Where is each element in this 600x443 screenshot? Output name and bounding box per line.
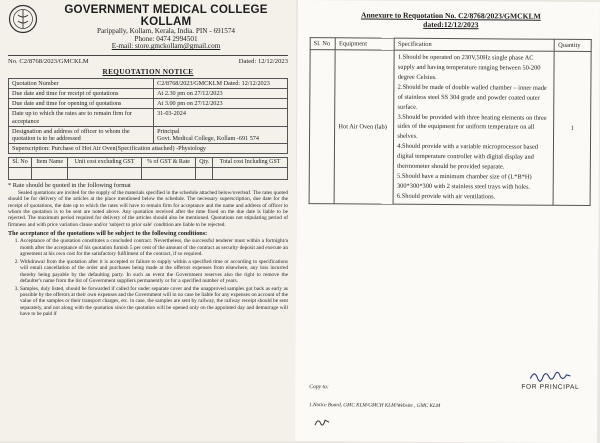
superscription: Superscription: Purchase of Hot Air Oven(Specification attached) -Physiology <box>9 144 288 154</box>
table-row <box>9 109 288 126</box>
info-value: Principal Govt. Medical College, Kollam -691 574 <box>154 126 288 143</box>
info-key: Quotation Number <box>9 79 154 89</box>
table-row <box>309 50 591 206</box>
column-header: Qty. <box>196 158 213 168</box>
table-row <box>9 79 288 89</box>
equipment-cell: Hot Air Oven (lab) <box>334 50 394 204</box>
specification-item: 5.Should have a minimum chamber size of (L*B*H) 300*300*300 with 2 stainless steel trays with holes. <box>396 172 532 191</box>
column-header: Sl. No <box>310 38 335 50</box>
rate-note: * Rate should be quoted in the following format <box>8 181 131 189</box>
specification-item: 3.Should be provided with three heating elements on three sides of the equipment for uniform temperature on all shelves. <box>397 113 547 141</box>
column-header: Specification <box>394 38 554 51</box>
column-header: % of GST & Rate <box>141 158 195 168</box>
info-value: 31-03-2024 <box>154 109 288 126</box>
column-header: Equipment <box>335 38 394 50</box>
specification-item: 6.Should provide with air ventilations. <box>396 192 496 201</box>
info-value: At 3.00 pm on 27/12/2023 <box>154 99 288 109</box>
column-header: Quantity <box>555 39 592 51</box>
signature-icon <box>528 368 572 384</box>
quotation-info-table <box>8 78 288 144</box>
info-key: Due date and time for receipt of quotations <box>9 89 154 99</box>
reference-date: Dated: 12/12/2023 <box>238 58 288 66</box>
conditions-list <box>8 238 288 317</box>
table-row <box>9 126 288 143</box>
specification-item: 1.Should be operated on 230V,50Hz single phase AC supply and having temperature ranging between 50-200 degree Celsius. <box>397 53 541 81</box>
table-row <box>9 89 288 99</box>
principal-signature-block <box>521 368 579 391</box>
conditions-title: The acceptance of the quotations will be subject to the following conditions: <box>8 230 208 238</box>
table-row <box>9 99 288 109</box>
empty-cell <box>32 167 68 179</box>
annexure-page <box>295 0 600 443</box>
superscription-table <box>8 144 288 154</box>
info-value: At 2.30 pm on 27/12/2023 <box>154 89 288 99</box>
condition-item: 1. Acceptance of the quotation constitutes a concluded contract. Nevertheless, the successful tenderer must within a fortnight/a month after the acceptance of his quotation furnish 5 per cent of the amount of the contract as security deposit and execute an agreement at his own cost for the satisfactory fulfilment of the contract, if so required. <box>20 238 288 257</box>
column-header: Total cost Including GST <box>213 158 288 168</box>
annexure-title: Annexure to Requotation No. C2/8768/2023/GMCKLM <box>360 10 541 21</box>
specification-item: 2.Should be made of double walled chamber – inner made of stainless steel SS 304 grade and powder coated outer surface. <box>397 83 547 111</box>
column-header: Item Name <box>32 158 68 168</box>
sl-no-cell <box>309 50 335 204</box>
college-address: Parippally, Kollam, Kerala, India. PIN - 691574 <box>96 27 236 36</box>
specification-table <box>309 37 592 206</box>
college-email: E-mail: store.gmckollam@gmail.com <box>111 42 221 51</box>
empty-cell <box>9 167 32 179</box>
notice-title: REQUOTATION NOTICE <box>102 68 194 77</box>
empty-cell <box>141 167 195 179</box>
copy-recipients: 1.Notice Board, GMC KLM/GMCH KLM/Website , GMC KLM <box>309 402 441 410</box>
info-value: C2/8768/2023/GMCKLM Dated: 12/12/2023 <box>154 79 288 89</box>
reference-line <box>8 55 288 65</box>
quantity-cell: 1 <box>554 51 592 205</box>
letterhead <box>8 4 288 51</box>
copy-to-label: Copy to: <box>309 384 329 391</box>
column-header: Unit cost excluding GST <box>68 158 142 168</box>
condition-item: 2. Withdrawal from the quotation after it is accepted or failure to supply within a specified time or according to specifications will entail cancellation of the order and purchases being made at the offerors expenses from elsewhere, any loss incurred thereby being payable by the defaulting party. In such an event the Government reserves also the right to remove the defaulter's name from the list of Government suppliers permanently or for a specified number of years. <box>20 259 288 285</box>
specification-item: 4.Should provide with a variable microprocessor based digital temperature controller with digital display and thermometer should be provided separate. <box>397 142 539 171</box>
rate-format-table <box>8 157 288 180</box>
condition-item: 3. Samples, duly listed, should be forwarded if called for under separate cover and the unapproved samples got back as early as possible by the offerors at their own expenses and the Government will in no case be liable for any expenses on account of the value of the samples or their transport charges, etc. in case, the samples are sent by railway, the railway receipt should be sent separately, and not along with the quotation since the quotation will be opened only on the appointed day and demurrage will have to be paid if <box>20 286 288 318</box>
annexure-date: dated:12/12/2023 <box>423 20 479 30</box>
initial-mark-icon <box>313 416 331 428</box>
empty-cell <box>196 167 213 179</box>
reference-number: No. C2/8768/2023/GMCKLM <box>8 58 89 66</box>
info-key: Date up to which the rates are to remain firm for acceptance <box>9 109 154 126</box>
college-emblem-icon <box>8 4 38 34</box>
college-phone: Phone: 0474 2994501 <box>134 34 198 43</box>
signature-label: FOR PRINCIPAL <box>521 383 580 391</box>
empty-cell <box>213 167 288 179</box>
empty-cell <box>68 167 142 179</box>
intro-paragraph: Sealed quotations are invited for the supply of the materials specified in the schedule attached below/overleaf. The rates quoted should be for delivery of the articles at the place mentioned below the schedule. The necessary superscription, due date for the receipt of quotations, the date up to which the rates will have to remain firm for acceptance and the name and address of officer to whom the quotation is to be sent are noted above. Any quotation received after the time fixed on the due date is liable to be rejected. The maximum period required for delivery of the articles should also be mentioned. Quotations not stipulating period of firmness and with price variation clause and/or 'subject to prior sale' condition are liable to be rejected. <box>8 189 288 228</box>
requotation-notice-page <box>0 0 296 441</box>
college-name: GOVERNMENT MEDICAL COLLEGE KOLLAM <box>64 3 268 29</box>
specification-cell <box>393 50 554 205</box>
column-header: Sl. No <box>9 158 32 168</box>
info-key: Designation and address of officer to whom the quotation is to be addressed <box>9 126 154 143</box>
info-key: Due date and time for opening of quotations <box>9 99 154 109</box>
table-row <box>9 167 288 179</box>
